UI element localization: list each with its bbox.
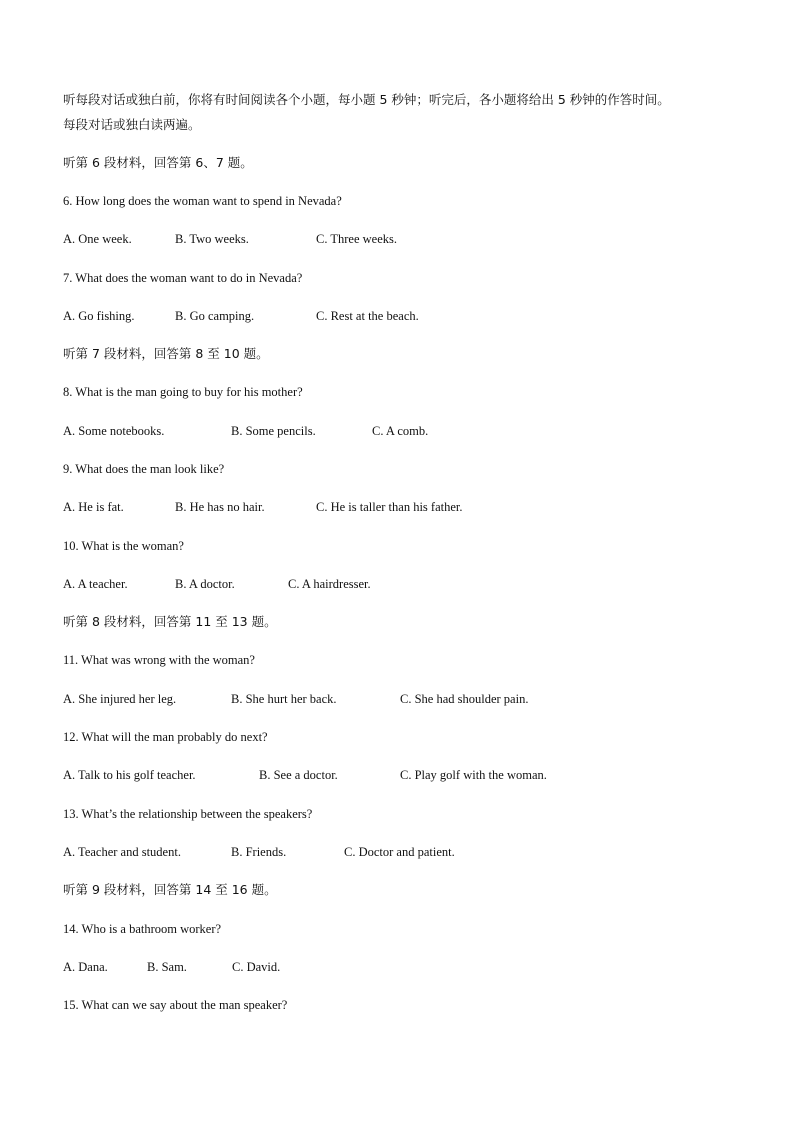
option-c: C. Three weeks. [316, 232, 397, 246]
instructions-line-1: 听每段对话或独白前，你将有时间阅读各个小题，每小题 5 秒钟；听完后，各小题将给出 5 秒钟的作答时间。 [63, 92, 670, 107]
option-a: A. Talk to his golf teacher. [63, 768, 196, 782]
option-a: A. Some notebooks. [63, 424, 165, 438]
option-c: C. Play golf with the woman. [400, 768, 547, 782]
option-c: C. Doctor and patient. [344, 845, 455, 859]
option-c: C. He is taller than his father. [316, 500, 463, 514]
option-b: B. A doctor. [175, 577, 235, 591]
question-stem: 14. Who is a bathroom worker? [63, 922, 222, 936]
option-c: C. A hairdresser. [288, 577, 371, 591]
option-c: C. Rest at the beach. [316, 309, 419, 323]
section-heading: 听第 9 段材料，回答第 14 至 16 题。 [63, 882, 277, 897]
question-stem: 7. What does the woman want to do in Nevada? [63, 271, 303, 285]
question-stem: 6. How long does the woman want to spend in Nevada? [63, 194, 342, 208]
option-c: C. David. [232, 960, 281, 974]
option-a: A. She injured her leg. [63, 692, 177, 706]
question-stem: 12. What will the man probably do next? [63, 730, 268, 744]
option-b: B. Sam. [147, 960, 187, 974]
question-stem: 9. What does the man look like? [63, 462, 225, 476]
option-a: A. One week. [63, 232, 132, 246]
section-heading: 听第 7 段材料，回答第 8 至 10 题。 [63, 346, 269, 361]
option-a: A. Go fishing. [63, 309, 135, 323]
option-a: A. Teacher and student. [63, 845, 181, 859]
option-b: B. Two weeks. [175, 232, 249, 246]
question-stem: 13. What’s the relationship between the speakers? [63, 807, 313, 821]
option-a: A. He is fat. [63, 500, 124, 514]
option-b: B. Friends. [231, 845, 287, 859]
option-b: B. Go camping. [175, 309, 255, 323]
instructions-line-2: 每段对话或独白读两遍。 [63, 117, 201, 132]
option-b: B. Some pencils. [231, 424, 316, 438]
option-b: B. See a doctor. [259, 768, 338, 782]
option-c: C. A comb. [372, 424, 429, 438]
question-stem: 8. What is the man going to buy for his mother? [63, 385, 303, 399]
option-c: C. She had shoulder pain. [400, 692, 529, 706]
question-stem: 15. What can we say about the man speaker? [63, 998, 288, 1012]
option-b: B. He has no hair. [175, 500, 265, 514]
option-a: A. Dana. [63, 960, 108, 974]
question-stem: 10. What is the woman? [63, 539, 184, 553]
option-a: A. A teacher. [63, 577, 128, 591]
section-heading: 听第 6 段材料，回答第 6、7 题。 [63, 155, 253, 170]
question-stem: 11. What was wrong with the woman? [63, 653, 255, 667]
option-b: B. She hurt her back. [231, 692, 337, 706]
section-heading: 听第 8 段材料，回答第 11 至 13 题。 [63, 614, 277, 629]
